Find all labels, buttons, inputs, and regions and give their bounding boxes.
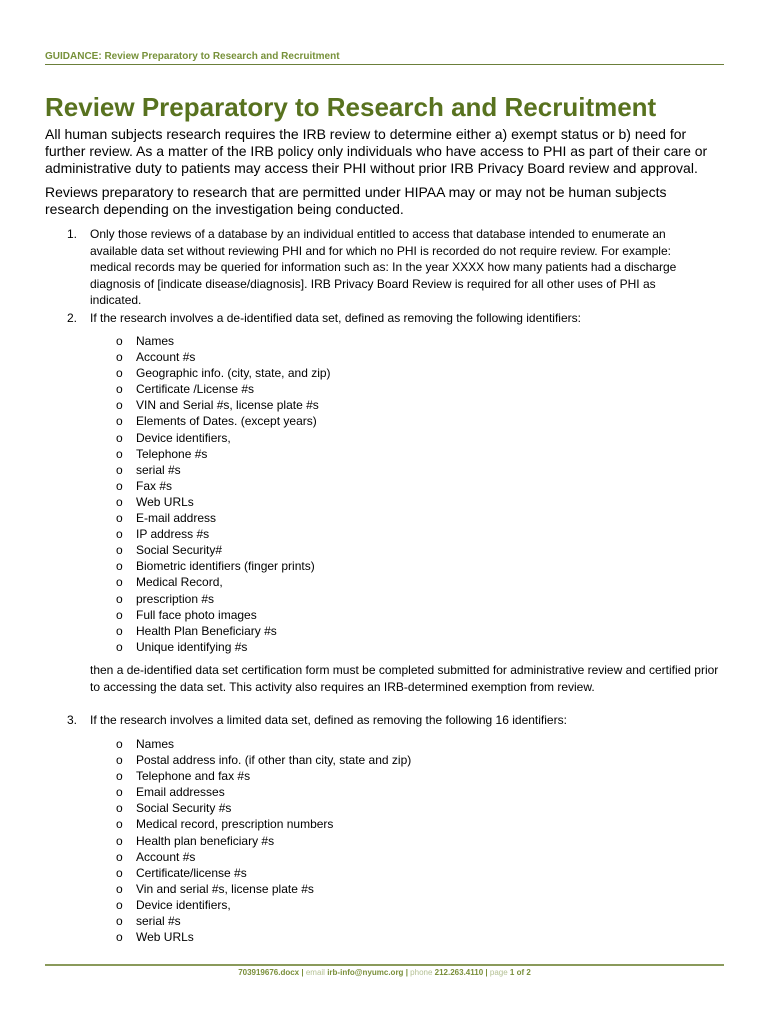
footer-phone-label: phone bbox=[410, 968, 433, 977]
footer-filename: 703919676.docx bbox=[238, 968, 300, 977]
list-item: o Web URLs bbox=[116, 930, 194, 945]
running-header: GUIDANCE: Review Preparatory to Research and Recruitment bbox=[45, 51, 340, 62]
list-item: o Web URLs bbox=[116, 494, 194, 509]
footer-phone: 212.263.4110 bbox=[434, 968, 484, 977]
list-item: o Geographic info. (city, state, and zip) bbox=[116, 366, 331, 381]
item-number: 3. bbox=[67, 713, 78, 727]
list-item: o Medical record, prescription numbers bbox=[116, 817, 334, 832]
footer-separator: | bbox=[405, 968, 408, 977]
page-footer bbox=[45, 968, 724, 977]
list-item: o Email addresses bbox=[116, 785, 225, 800]
list-item: o Certificate /License #s bbox=[116, 382, 255, 397]
list-item: o Elements of Dates. (except years) bbox=[116, 414, 317, 429]
list-item: o Names bbox=[116, 737, 175, 751]
list-item: o Account #s bbox=[116, 849, 196, 864]
list-item: o Medical Record, bbox=[116, 575, 223, 590]
list-item: o Device identifiers, bbox=[116, 430, 231, 445]
certification-paragraph: then a de-identified data set certification form must be completed submitted for administrative review and certified prior to accessing the data set. This activity also requires an IRB-determined exemption from review. bbox=[90, 663, 719, 694]
footer-email-link[interactable]: irb-info@nyumc.org bbox=[327, 968, 404, 977]
footer-page-number: 1 of 2 bbox=[509, 968, 531, 977]
footer-divider bbox=[45, 964, 724, 966]
list-item: o Names bbox=[116, 334, 175, 348]
limited-identifier-list bbox=[116, 736, 516, 945]
list-item: o Postal address info. (if other than city, state and zip) bbox=[116, 753, 412, 768]
list-item: o E-mail address bbox=[116, 511, 217, 526]
item-text: Only those reviews of a database by an individual entitled to access that database intended to enumerate an available data set without reviewing PHI and for which no PHI is recorded do not require review. For example: medical records may be queried for information such as: In the year XXXX how many patients had a discharge diagnosis of [indicate disease/diagnosis]. IRB Privacy Board Review is required for all other uses of PHI as indicated. bbox=[90, 227, 677, 307]
list-item: o VIN and Serial #s, license plate #s bbox=[116, 398, 319, 413]
footer-page-label: page bbox=[489, 968, 508, 977]
list-item: o Vin and serial #s, license plate #s bbox=[116, 881, 314, 896]
numbered-item-3 bbox=[67, 712, 707, 729]
list-item: o Full face photo images bbox=[116, 607, 257, 622]
item-text: If the research involves a limited data set, defined as removing the following 16 identifiers: bbox=[90, 713, 567, 727]
list-item: o Health plan beneficiary #s bbox=[116, 833, 275, 848]
hipaa-paragraph: Reviews preparatory to research that are permitted under HIPAA may or may not be human subjects research depending on the investigation being conducted. bbox=[45, 184, 667, 217]
header-divider bbox=[45, 64, 724, 65]
list-item: o Biometric identifiers (finger prints) bbox=[116, 559, 315, 574]
page-title: Review Preparatory to Research and Recruitment bbox=[45, 92, 657, 122]
numbered-item-2 bbox=[67, 310, 707, 327]
list-item: o Device identifiers, bbox=[116, 897, 231, 912]
list-item: o Account #s bbox=[116, 350, 196, 365]
deidentified-identifier-list bbox=[116, 333, 516, 655]
list-item: o Telephone #s bbox=[116, 446, 208, 461]
item-number: 1. bbox=[67, 227, 78, 241]
footer-email-label: email bbox=[305, 968, 325, 977]
list-item: o Fax #s bbox=[116, 478, 173, 493]
item-number: 2. bbox=[67, 311, 78, 325]
list-item: o prescription #s bbox=[116, 591, 215, 606]
list-item: o Social Security# bbox=[116, 543, 223, 558]
list-item: o Social Security #s bbox=[116, 801, 232, 816]
list-item: o serial #s bbox=[116, 462, 181, 477]
item-text: If the research involves a de-identified data set, defined as removing the following identifiers: bbox=[90, 311, 581, 325]
footer-separator: | bbox=[485, 968, 488, 977]
numbered-item-1 bbox=[67, 226, 707, 309]
intro-paragraph: All human subjects research requires the IRB review to determine either a) exempt status or b) need for further review. As a matter of the IRB policy only individuals who have access to PHI as part of their care or administrative duty to patients may access their PHI without prior IRB Privacy Board review and approval. bbox=[45, 126, 708, 176]
list-item: o Unique identifying #s bbox=[116, 639, 248, 654]
list-item: o Certificate/license #s bbox=[116, 865, 247, 880]
list-item: o Telephone and fax #s bbox=[116, 769, 251, 784]
list-item: o IP address #s bbox=[116, 527, 210, 542]
list-item: o Health Plan Beneficiary #s bbox=[116, 623, 277, 638]
footer-separator: | bbox=[301, 968, 304, 977]
list-item: o serial #s bbox=[116, 914, 181, 929]
